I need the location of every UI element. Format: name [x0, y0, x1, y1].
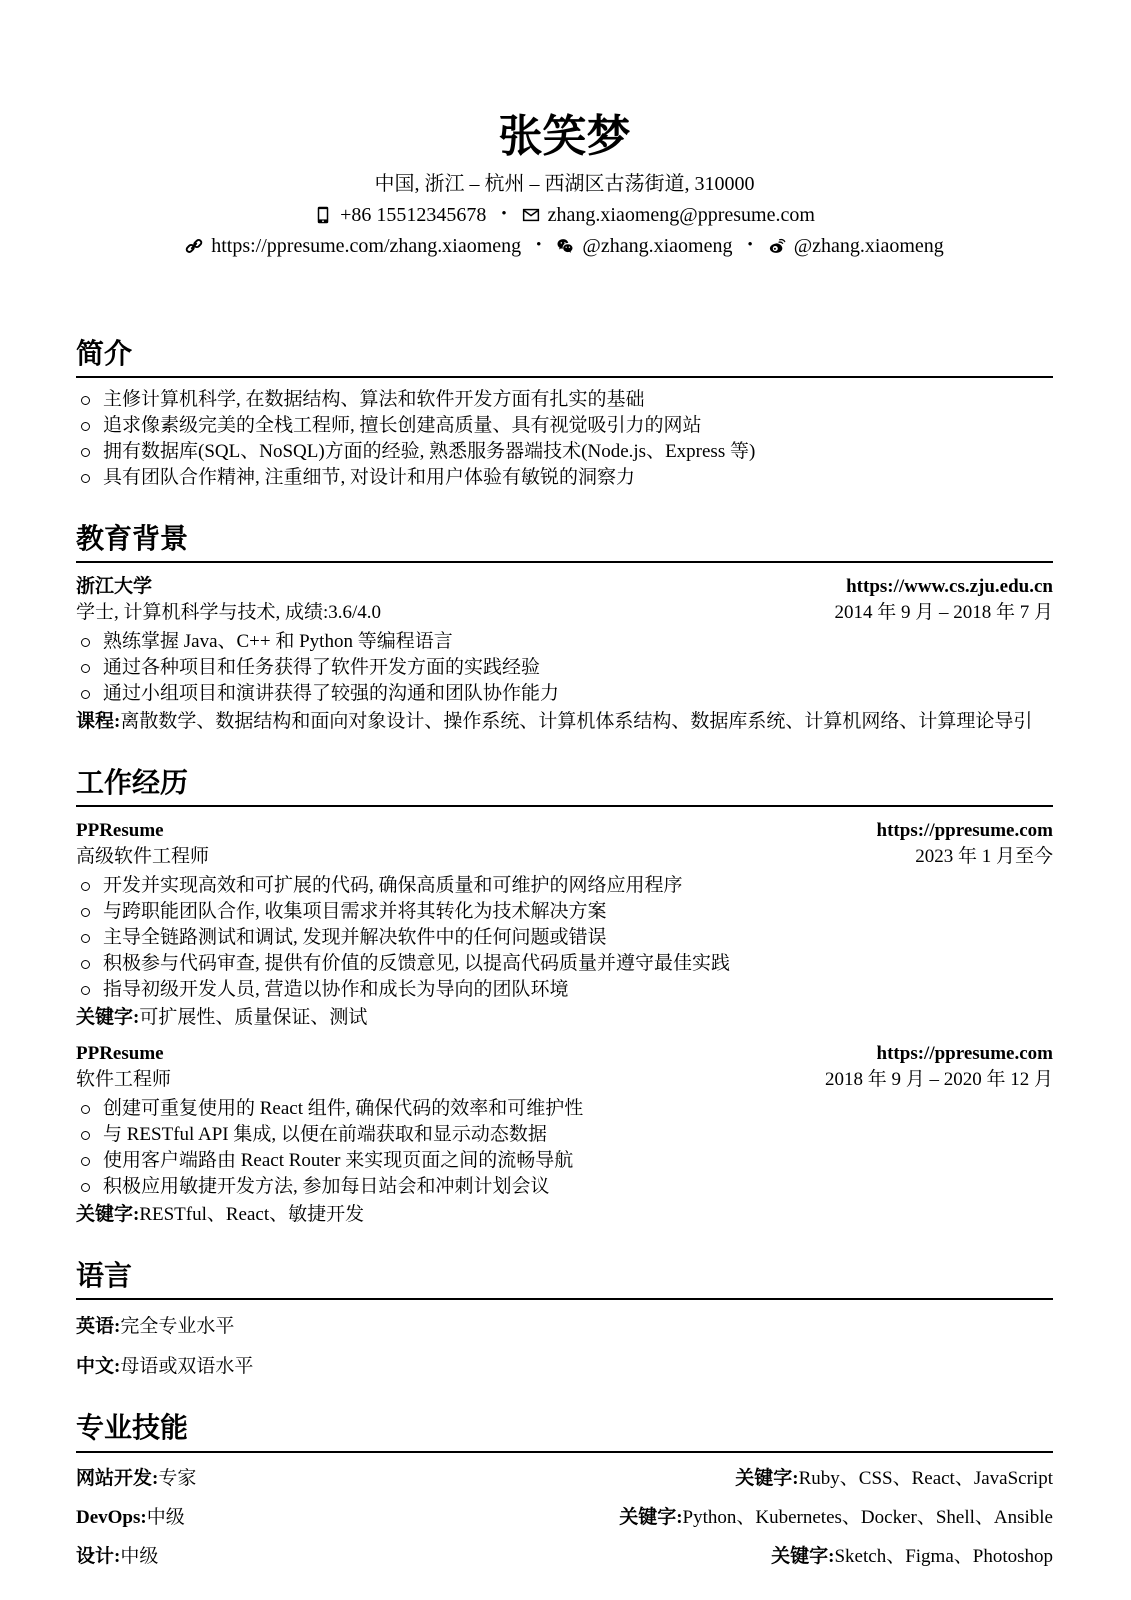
skill-label: 设计:: [76, 1545, 121, 1567]
person-name: 张笑梦: [498, 112, 631, 161]
job-bullet-list: [76, 1096, 1053, 1200]
section-education: [76, 524, 1053, 735]
keywords-label: 关键字:: [771, 1545, 835, 1567]
list-item: 使用客户端路由 React Router 来实现页面之间的流畅导航: [76, 1148, 1053, 1174]
list-item: 指导初级开发人员, 营造以协作和成长为导向的团队环境: [76, 977, 1053, 1003]
job-entry-head: [76, 818, 1053, 844]
degree-text: 学士, 计算机科学与技术, 成绩:3.6/4.0: [76, 601, 382, 623]
company-name: PPResume: [76, 820, 164, 842]
list-item: 积极应用敏捷开发方法, 参加每日站会和冲刺计划会议: [76, 1174, 1053, 1200]
email-address[interactable]: zhang.xiaomeng@ppresume.com: [547, 203, 815, 226]
keywords-label: 关键字:: [76, 1204, 140, 1226]
mobile-phone-icon: [314, 206, 332, 224]
skill-row: [76, 1466, 1053, 1492]
institution-name: 浙江大学: [76, 575, 153, 597]
list-item: 通过小组项目和演讲获得了较强的沟通和团队协作能力: [76, 681, 1053, 707]
courses-label: 课程:: [76, 710, 121, 732]
section-languages: [76, 1261, 1053, 1380]
weibo-item: [768, 233, 944, 259]
section-title-languages: 语言: [76, 1261, 1053, 1300]
keywords-list: Sketch、Figma、Photoshop: [834, 1545, 1053, 1567]
keywords-line: [76, 1005, 1053, 1031]
phone-number: +86 15512345678: [340, 203, 487, 226]
job-role: 高级软件工程师: [76, 846, 210, 868]
language-label: 英语:: [76, 1316, 121, 1338]
keywords-list: RESTful、React、敏捷开发: [139, 1204, 365, 1226]
list-item: 拥有数据库(SQL、NoSQL)方面的经验, 熟悉服务器端技术(Node.js、Express 等): [76, 439, 1053, 465]
language-row: [76, 1314, 1053, 1340]
company-url[interactable]: https://ppresume.com: [876, 1043, 1053, 1065]
job-entry-head: [76, 1041, 1053, 1067]
skill-right: [771, 1544, 1053, 1570]
weibo-icon: [768, 237, 786, 255]
link-icon: [185, 237, 203, 255]
courses-line: [76, 709, 1053, 735]
resume-header: [76, 112, 1053, 259]
skill-level: 专家: [158, 1467, 197, 1489]
education-entry-head: [76, 574, 1053, 600]
website-url[interactable]: https://ppresume.com/zhang.xiaomeng: [211, 234, 522, 257]
keywords-line: [76, 1202, 1053, 1228]
website-item[interactable]: [185, 233, 521, 259]
list-item: 与 RESTful API 集成, 以便在前端获取和显示动态数据: [76, 1122, 1053, 1148]
job-bullet-list: [76, 873, 1053, 1003]
skill-left: [76, 1544, 158, 1570]
list-item: 追求像素级完美的全栈工程师, 擅长创建高质量、具有视觉吸引力的网站: [76, 413, 1053, 439]
keywords-label: 关键字:: [735, 1467, 799, 1489]
language-level: 完全专业水平: [120, 1316, 235, 1338]
wechat-item: [556, 233, 732, 259]
section-title-work: 工作经历: [76, 768, 1053, 807]
job-entry: [76, 1041, 1053, 1228]
contact-line: [76, 202, 1053, 228]
section-skills: [76, 1413, 1053, 1569]
separator-dot: •: [501, 205, 507, 222]
email-item[interactable]: [522, 202, 815, 228]
list-item: 熟练掌握 Java、C++ 和 Python 等编程语言: [76, 629, 1053, 655]
separator-dot: •: [747, 236, 753, 253]
skill-left: [76, 1505, 185, 1531]
keywords-label: 关键字:: [619, 1506, 683, 1528]
weibo-handle: @zhang.xiaomeng: [793, 234, 944, 257]
language-level: 母语或双语水平: [120, 1356, 254, 1378]
list-item: 开发并实现高效和可扩展的代码, 确保高质量和可维护的网络应用程序: [76, 873, 1053, 899]
list-item: 积极参与代码审查, 提供有价值的反馈意见, 以提高代码质量并遵守最佳实践: [76, 951, 1053, 977]
section-title-education: 教育背景: [76, 524, 1053, 563]
phone-item: [314, 202, 486, 228]
job-role: 软件工程师: [76, 1069, 172, 1091]
wechat-icon: [556, 237, 574, 255]
list-item: 主修计算机科学, 在数据结构、算法和软件开发方面有扎实的基础: [76, 387, 1053, 413]
courses-list: 离散数学、数据结构和面向对象设计、操作系统、计算机体系结构、数据库系统、计算机网络、计算理论导引: [120, 710, 1033, 732]
links-line: [76, 233, 1053, 259]
skill-level: 中级: [120, 1545, 159, 1567]
education-bullet-list: [76, 629, 1053, 707]
skill-row: [76, 1505, 1053, 1531]
job-role-row: [76, 844, 1053, 870]
skill-right: [735, 1466, 1053, 1492]
intro-bullet-list: [76, 387, 1053, 491]
separator-dot: •: [536, 236, 542, 253]
skill-label: 网站开发:: [76, 1467, 159, 1489]
keywords-list: Python、Kubernetes、Docker、Shell、Ansible: [682, 1506, 1053, 1528]
job-dates: 2023 年 1 月至今: [915, 846, 1053, 868]
skill-left: [76, 1466, 196, 1492]
section-title-intro: 简介: [76, 339, 1053, 378]
job-dates: 2018 年 9 月 – 2020 年 12 月: [824, 1069, 1053, 1091]
skill-level: 中级: [146, 1506, 185, 1528]
language-row: [76, 1354, 1053, 1380]
skill-label: DevOps:: [76, 1506, 147, 1528]
keywords-list: Ruby、CSS、React、JavaScript: [798, 1467, 1053, 1489]
keywords-label: 关键字:: [76, 1007, 140, 1029]
keywords-list: 可扩展性、质量保证、测试: [139, 1007, 368, 1029]
list-item: 具有团队合作精神, 注重细节, 对设计和用户体验有敏锐的洞察力: [76, 465, 1053, 491]
job-role-row: [76, 1067, 1053, 1093]
skill-right: [619, 1505, 1053, 1531]
company-url[interactable]: https://ppresume.com: [876, 820, 1053, 842]
list-item: 创建可重复使用的 React 组件, 确保代码的效率和可维护性: [76, 1096, 1053, 1122]
list-item: 与跨职能团队合作, 收集项目需求并将其转化为技术解决方案: [76, 899, 1053, 925]
language-label: 中文:: [76, 1356, 121, 1378]
wechat-handle: @zhang.xiaomeng: [582, 234, 733, 257]
education-dates: 2014 年 9 月 – 2018 年 7 月: [834, 601, 1053, 623]
institution-url[interactable]: https://www.cs.zju.edu.cn: [846, 575, 1053, 597]
skill-row: [76, 1544, 1053, 1570]
education-degree-row: [76, 600, 1053, 626]
section-title-skills: 专业技能: [76, 1413, 1053, 1452]
section-work: [76, 768, 1053, 1228]
list-item: 主导全链路测试和调试, 发现并解决软件中的任何问题或错误: [76, 925, 1053, 951]
job-entry: [76, 818, 1053, 1031]
company-name: PPResume: [76, 1043, 164, 1065]
list-item: 通过各种项目和任务获得了软件开发方面的实践经验: [76, 655, 1053, 681]
envelope-icon: [522, 206, 540, 224]
address: 中国, 浙江 – 杭州 – 西湖区古荡街道, 310000: [374, 172, 755, 195]
section-intro: [76, 339, 1053, 491]
